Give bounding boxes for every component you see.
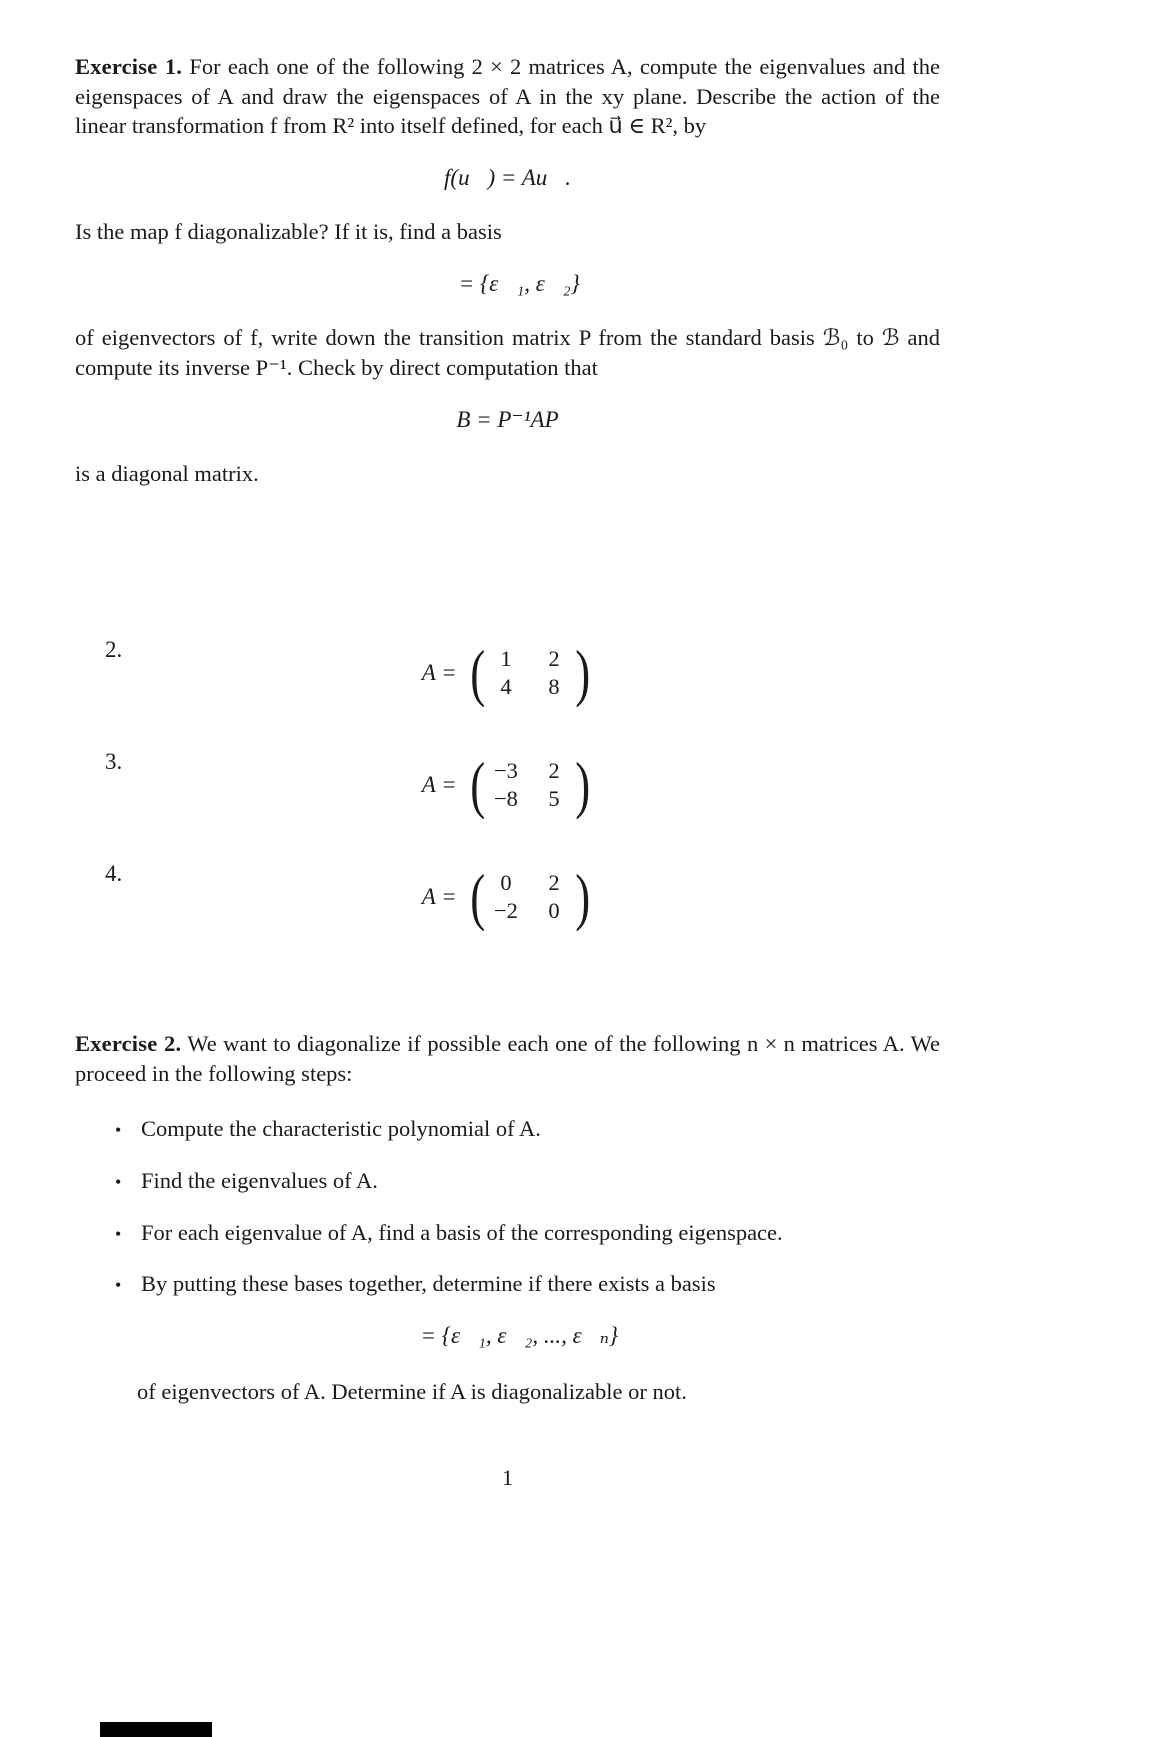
matrix-cell: 2 — [548, 758, 560, 784]
matrix-values — [492, 645, 568, 701]
equation-f-of-u: f(u⃗) = Au⃗. — [444, 165, 571, 191]
page-number: 1 — [501, 1465, 514, 1491]
matrix-cell: −3 — [493, 758, 518, 784]
list-item — [75, 1269, 940, 1299]
matrix-lhs: A = — [421, 772, 457, 798]
list-item-text: By putting these bases together, determine if there exists a basis — [141, 1271, 716, 1297]
list-item-text: Compute the characteristic polynomial of A. — [141, 1116, 541, 1142]
item-number: 2. — [105, 636, 123, 662]
scan-artifact-bar — [100, 1722, 212, 1737]
matrix-cell: 5 — [548, 786, 560, 812]
list-item — [75, 1218, 940, 1248]
exercise2-intro-paragraph — [75, 1029, 940, 1088]
list-item-text: For each eigenvalue of A, find a basis of the corresponding eigenspace. — [141, 1219, 783, 1245]
paragraph-diagonal-matrix: is a diagonal matrix. — [75, 461, 259, 487]
exercise1-label: Exercise 1. — [75, 54, 183, 79]
matrix-item-2 — [75, 637, 940, 713]
exercise2-steps-list — [75, 1114, 940, 1299]
paragraph-transition-matrix: of eigenvectors of f, write down the transition matrix P from the standard basis ℬ₀ to ℬ and compute its inverse P⁻¹. Check by direct computation that — [75, 325, 940, 381]
matrix-cell: −8 — [493, 786, 518, 812]
list-item — [75, 1166, 940, 1196]
left-paren: ( — [469, 636, 485, 708]
matrix-cell: 8 — [548, 674, 560, 700]
bullet-icon: • — [115, 1223, 122, 1244]
matrix-lhs: A = — [421, 884, 457, 910]
right-paren: ) — [575, 748, 591, 820]
list-item — [75, 1114, 940, 1144]
bullet-icon: • — [115, 1171, 122, 1192]
matrix-cell: 0 — [500, 870, 512, 896]
matrix-cell: 1 — [500, 646, 512, 672]
left-paren: ( — [469, 860, 485, 932]
matrix-cell: 2 — [548, 646, 560, 672]
matrix-values — [492, 757, 568, 813]
item-number: 4. — [105, 860, 123, 886]
matrix-item-4 — [75, 861, 940, 937]
equation-diagonalization: B = P⁻¹AP — [456, 406, 559, 432]
exercise1-intro-paragraph — [75, 52, 940, 141]
matrix-item-3 — [75, 749, 940, 825]
item-number: 3. — [105, 748, 123, 774]
matrix-equation — [75, 748, 940, 820]
list-item-text: Find the eigenvalues of A. — [141, 1167, 378, 1193]
right-paren: ) — [575, 636, 591, 708]
equation-basis: ℬ = {ε⃗₁, ε⃗₂} — [435, 271, 580, 297]
right-paren: ) — [575, 860, 591, 932]
equation-basis-n: ℬ = {ε⃗₁, ε⃗₂, ..., ε⃗ₙ} — [396, 1323, 619, 1349]
matrix-items-block — [75, 637, 940, 937]
exercise2-outro-paragraph: of eigenvectors of A. Determine if A is diagonalizable or not. — [137, 1379, 687, 1405]
matrix-lhs: A = — [421, 660, 457, 686]
matrix-equation — [75, 636, 940, 708]
matrix-cell: 0 — [548, 898, 560, 924]
matrix-cell: 2 — [548, 870, 560, 896]
left-paren: ( — [469, 748, 485, 820]
bullet-icon: • — [115, 1275, 122, 1296]
matrix-equation — [75, 860, 940, 932]
exercise1-intro-text: For each one of the following 2 × 2 matrices A, compute the eigenvalues and the eigenspaces of A and draw the eigenspaces of A in the xy plane. Describe the action of the linear transformation f from R² into itself defined, for each u⃗ ∈ R², by — [75, 54, 940, 139]
paragraph-diagonalizable: Is the map f diagonalizable? If it is, find a basis — [75, 219, 502, 245]
exercise2-label: Exercise 2. — [75, 1030, 182, 1056]
matrix-cell: −2 — [493, 898, 518, 924]
matrix-values — [492, 869, 568, 925]
bullet-icon: • — [115, 1120, 122, 1141]
exercise2-intro-text: We want to diagonalize if possible each one of the following n × n matrices A. We proceed in the following steps: — [75, 1030, 940, 1086]
matrix-cell: 4 — [500, 674, 512, 700]
